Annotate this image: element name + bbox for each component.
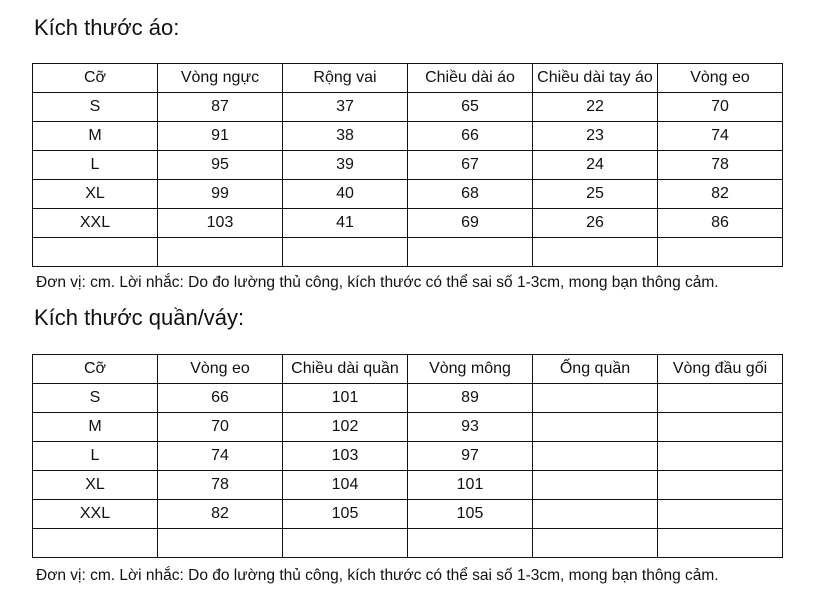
- table-cell: [533, 442, 658, 471]
- table-header-row: [33, 355, 783, 384]
- table-cell: [658, 238, 783, 267]
- table-cell: 93: [408, 413, 533, 442]
- table-cell: 104: [283, 471, 408, 500]
- header-cell: Vòng ngực: [158, 64, 283, 93]
- table-cell: 41: [283, 209, 408, 238]
- header-cell: Chiều dài quần: [283, 355, 408, 384]
- table-cell: 82: [658, 180, 783, 209]
- table-cell: 69: [408, 209, 533, 238]
- header-cell: Cỡ: [33, 355, 158, 384]
- table-cell: 91: [158, 122, 283, 151]
- table-cell: 103: [158, 209, 283, 238]
- table-cell: 67: [408, 151, 533, 180]
- header-cell: Vòng mông: [408, 355, 533, 384]
- table-row: [33, 93, 783, 122]
- table-cell: 105: [283, 500, 408, 529]
- table-row: [33, 180, 783, 209]
- table-cell: 26: [533, 209, 658, 238]
- header-cell: Chiều dài tay áo: [533, 64, 658, 93]
- table-cell: 37: [283, 93, 408, 122]
- table-cell: S: [33, 93, 158, 122]
- table-cell: [408, 529, 533, 558]
- table-cell: [158, 238, 283, 267]
- header-cell: Vòng eo: [158, 355, 283, 384]
- table-cell: [658, 529, 783, 558]
- pants-skirt-size-table: [32, 354, 783, 558]
- table-row: [33, 384, 783, 413]
- table-cell: [408, 238, 533, 267]
- table-cell: [658, 384, 783, 413]
- header-cell: Ống quần: [533, 355, 658, 384]
- table-cell: [533, 529, 658, 558]
- table-cell: 105: [408, 500, 533, 529]
- header-cell: Vòng đầu gối: [658, 355, 783, 384]
- table-cell: 66: [158, 384, 283, 413]
- table-row: [33, 442, 783, 471]
- header-cell: Cỡ: [33, 64, 158, 93]
- table-cell: [283, 529, 408, 558]
- table-row: [33, 238, 783, 267]
- table-cell: [533, 238, 658, 267]
- table-cell: 66: [408, 122, 533, 151]
- table-cell: [283, 238, 408, 267]
- table-cell: 86: [658, 209, 783, 238]
- header-cell: Chiều dài áo: [408, 64, 533, 93]
- shirt-size-note: Đơn vị: cm. Lời nhắc: Do đo lường thủ công, kích thước có thể sai số 1-3cm, mong bạn thông cảm.: [36, 274, 719, 291]
- pants-skirt-size-note: Đơn vị: cm. Lời nhắc: Do đo lường thủ công, kích thước có thể sai số 1-3cm, mong bạn thông cảm.: [36, 567, 719, 584]
- table-cell: [533, 500, 658, 529]
- table-cell: 39: [283, 151, 408, 180]
- table-cell: M: [33, 413, 158, 442]
- table-cell: 22: [533, 93, 658, 122]
- table-cell: 78: [158, 471, 283, 500]
- table-cell: 101: [283, 384, 408, 413]
- table-cell: 40: [283, 180, 408, 209]
- table-cell: 23: [533, 122, 658, 151]
- table-row: [33, 500, 783, 529]
- table-cell: [658, 413, 783, 442]
- table-cell: L: [33, 442, 158, 471]
- table-cell: XL: [33, 180, 158, 209]
- table-cell: [658, 471, 783, 500]
- pants-skirt-size-title: Kích thước quần/váy:: [34, 305, 245, 330]
- table-cell: 87: [158, 93, 283, 122]
- table-cell: 65: [408, 93, 533, 122]
- table-cell: 25: [533, 180, 658, 209]
- table-cell: XL: [33, 471, 158, 500]
- table-row: [33, 471, 783, 500]
- table-cell: 38: [283, 122, 408, 151]
- table-cell: 102: [283, 413, 408, 442]
- table-cell: [533, 384, 658, 413]
- table-cell: 82: [158, 500, 283, 529]
- header-cell: Vòng eo: [658, 64, 783, 93]
- table-row: [33, 122, 783, 151]
- table-cell: 95: [158, 151, 283, 180]
- header-cell: Rộng vai: [283, 64, 408, 93]
- table-cell: [658, 442, 783, 471]
- table-cell: XXL: [33, 500, 158, 529]
- table-cell: 24: [533, 151, 658, 180]
- table-cell: 74: [158, 442, 283, 471]
- table-cell: 68: [408, 180, 533, 209]
- table-cell: [158, 529, 283, 558]
- shirt-size-table: [32, 63, 783, 267]
- table-cell: [533, 413, 658, 442]
- table-cell: 101: [408, 471, 533, 500]
- shirt-size-title: Kích thước áo:: [34, 15, 180, 40]
- table-cell: M: [33, 122, 158, 151]
- table-cell: 103: [283, 442, 408, 471]
- table-cell: [33, 529, 158, 558]
- table-cell: 89: [408, 384, 533, 413]
- table-cell: 78: [658, 151, 783, 180]
- table-cell: 74: [658, 122, 783, 151]
- table-cell: L: [33, 151, 158, 180]
- table-cell: 97: [408, 442, 533, 471]
- table-row: [33, 529, 783, 558]
- table-cell: XXL: [33, 209, 158, 238]
- table-row: [33, 209, 783, 238]
- table-cell: 70: [158, 413, 283, 442]
- table-row: [33, 151, 783, 180]
- table-cell: S: [33, 384, 158, 413]
- table-header-row: [33, 64, 783, 93]
- table-cell: [658, 500, 783, 529]
- table-cell: 99: [158, 180, 283, 209]
- table-cell: 70: [658, 93, 783, 122]
- table-cell: [33, 238, 158, 267]
- table-row: [33, 413, 783, 442]
- table-cell: [533, 471, 658, 500]
